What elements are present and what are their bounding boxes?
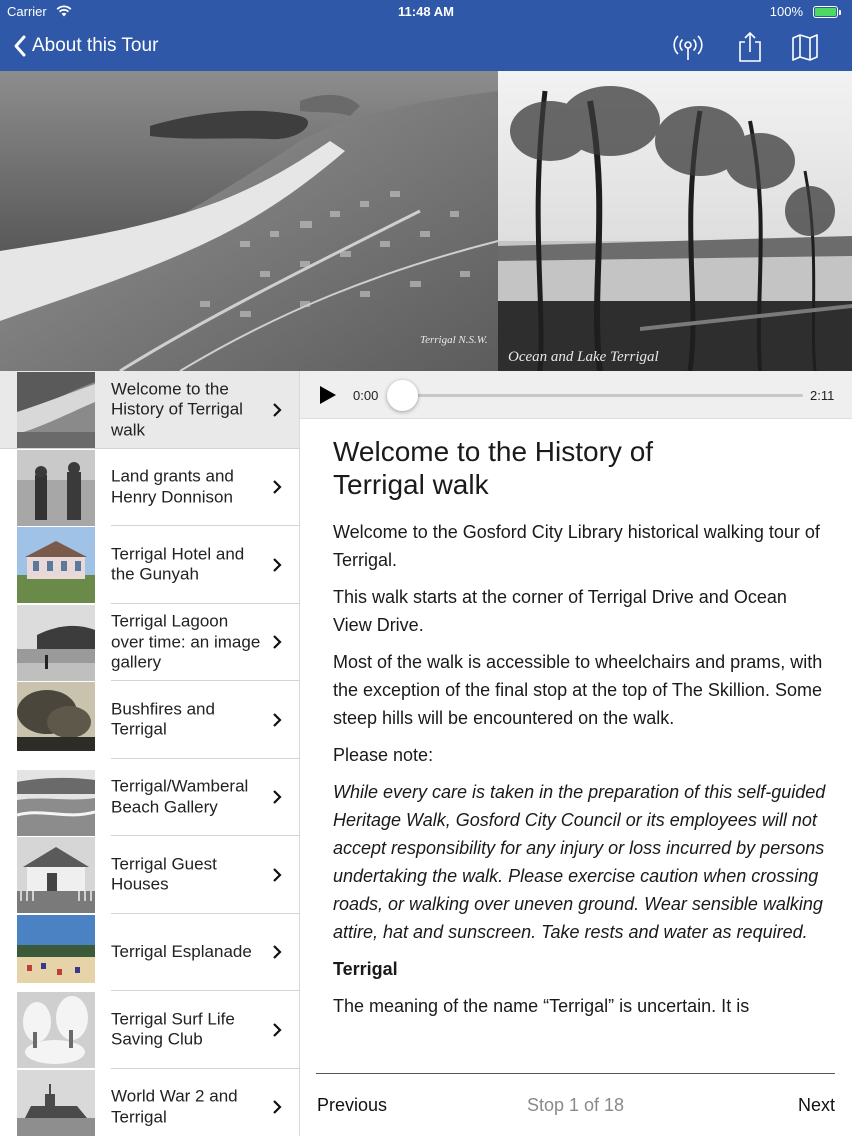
stop-item[interactable] bbox=[0, 604, 299, 682]
share-icon bbox=[733, 30, 767, 64]
map-icon bbox=[788, 30, 822, 64]
current-time: 0:00 bbox=[353, 388, 379, 403]
article-paragraph: Most of the walk is accessible to wheelchairs and prams, with the exception of the final stop at the top of The Skillion. Some steep hills will be encountered on the walk. bbox=[333, 652, 823, 728]
broadcast-icon bbox=[671, 30, 705, 64]
audio-scrubber-knob[interactable] bbox=[387, 380, 418, 411]
article-paragraph: This walk starts at the corner of Terrigal Drive and Ocean View Drive. bbox=[333, 587, 787, 635]
stop-item-title: Terrigal Esplanade bbox=[111, 942, 252, 961]
map-button[interactable] bbox=[788, 30, 822, 64]
chevron-right-icon bbox=[272, 1022, 282, 1038]
stop-thumbnail bbox=[17, 682, 95, 758]
status-bar bbox=[0, 0, 852, 24]
historical-photos bbox=[0, 71, 852, 371]
article-title: Welcome to the History of Terrigal walk bbox=[333, 436, 654, 500]
stop-thumbnail bbox=[17, 992, 95, 1068]
chevron-left-icon bbox=[12, 34, 28, 58]
navigation-bar bbox=[0, 24, 852, 71]
stop-thumbnail bbox=[17, 837, 95, 913]
stop-item-title: Terrigal/Wamberal Beach Gallery bbox=[111, 776, 249, 817]
stop-item[interactable] bbox=[0, 526, 299, 604]
article-paragraph: Please note: bbox=[333, 745, 434, 765]
stop-item[interactable] bbox=[0, 836, 299, 914]
carrier-label: Carrier bbox=[7, 4, 47, 19]
stop-thumbnail bbox=[17, 527, 95, 603]
stop-navigation-bar bbox=[316, 1073, 835, 1136]
back-button-label: About this Tour bbox=[32, 35, 159, 56]
stop-item-title: Land grants and Henry Donnison bbox=[111, 466, 234, 507]
chevron-right-icon bbox=[272, 867, 282, 883]
article-content[interactable] bbox=[300, 419, 852, 1073]
stop-item-title: Terrigal Lagoon over time: an image gallery bbox=[111, 611, 261, 672]
stop-item[interactable] bbox=[0, 681, 299, 759]
stop-list bbox=[0, 371, 300, 1136]
hero-image bbox=[0, 71, 852, 371]
play-icon[interactable] bbox=[318, 384, 338, 406]
article-paragraph: Welcome to the Gosford City Library historical walking tour of Terrigal. bbox=[333, 522, 820, 570]
chevron-right-icon bbox=[272, 944, 282, 960]
audio-progress-track[interactable] bbox=[403, 394, 803, 397]
stop-thumbnail bbox=[17, 605, 95, 681]
stop-item-title: Terrigal Guest Houses bbox=[111, 854, 217, 894]
disclaimer-paragraph: While every care is taken in the preparation of this self-guided Heritage Walk, Gosford City Council or its employees will not accept responsibility for any injury or loss incurred by persons undertaking the walk. Please exercise caution when crossing roads, or walking over uneven ground. Wear sensible walking attire, hat and sunscreen. Take rests and water as required. bbox=[333, 782, 826, 942]
stop-thumbnail bbox=[17, 915, 95, 991]
stop-thumbnail bbox=[17, 760, 95, 836]
chevron-right-icon bbox=[272, 557, 282, 573]
chevron-right-icon bbox=[272, 1099, 282, 1115]
stop-item-title: Welcome to the History of Terrigal walk bbox=[111, 379, 243, 439]
battery-icon bbox=[813, 6, 838, 18]
stop-item[interactable] bbox=[0, 449, 299, 527]
clock: 11:48 AM bbox=[398, 4, 454, 19]
stop-item[interactable] bbox=[0, 759, 299, 837]
stop-item[interactable] bbox=[0, 371, 299, 449]
stop-item[interactable] bbox=[0, 1069, 299, 1136]
hero-caption-right: Ocean and Lake Terrigal bbox=[508, 349, 659, 365]
previous-button[interactable]: Previous bbox=[317, 1095, 388, 1115]
stop-thumbnail bbox=[17, 1070, 95, 1136]
stop-indicator: Stop 1 of 18 bbox=[526, 1095, 625, 1115]
chevron-right-icon bbox=[272, 789, 282, 805]
broadcast-button[interactable] bbox=[671, 30, 705, 64]
hero-caption-left: Terrigal N.S.W. bbox=[420, 334, 488, 346]
battery-percent: 100% bbox=[769, 4, 803, 19]
duration: 2:11 bbox=[810, 388, 835, 403]
chevron-right-icon bbox=[272, 634, 282, 650]
audio-player bbox=[300, 371, 852, 419]
stop-thumbnail bbox=[17, 372, 95, 448]
stop-item-title: Terrigal Hotel and the Gunyah bbox=[111, 544, 245, 584]
stop-item[interactable] bbox=[0, 914, 299, 992]
chevron-right-icon bbox=[272, 712, 282, 728]
stop-item[interactable] bbox=[0, 991, 299, 1069]
chevron-right-icon bbox=[272, 479, 282, 495]
next-button[interactable]: Next bbox=[797, 1095, 835, 1115]
stop-item-title: World War 2 and Terrigal bbox=[111, 1086, 238, 1127]
stop-thumbnail bbox=[17, 450, 95, 526]
share-button[interactable] bbox=[733, 30, 767, 64]
chevron-right-icon bbox=[272, 402, 282, 418]
stop-item-title: Terrigal Surf Life Saving Club bbox=[111, 1009, 235, 1049]
back-button[interactable] bbox=[12, 34, 158, 58]
article-paragraph: The meaning of the name “Terrigal” is uncertain. It is bbox=[333, 996, 750, 1016]
stop-item-title: Bushfires and Terrigal bbox=[111, 699, 215, 739]
section-heading: Terrigal bbox=[333, 959, 398, 979]
